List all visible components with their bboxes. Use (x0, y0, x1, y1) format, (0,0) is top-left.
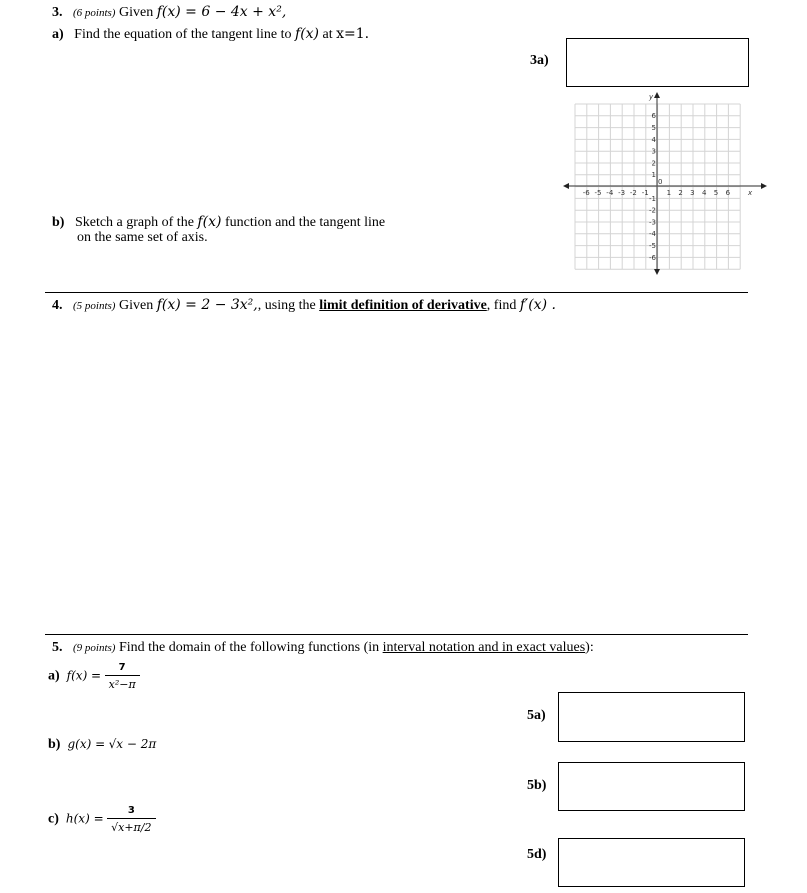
x-tick-label: -4 (606, 189, 614, 197)
answer-5d-label: 5d) (527, 847, 547, 862)
q4-header (52, 297, 556, 314)
x-tick-label: -1 (641, 189, 649, 197)
x-tick-label: -3 (618, 189, 626, 197)
divider (45, 634, 748, 635)
q5a-lhs: f(x) = (66, 668, 102, 683)
q3-number: 3. (52, 5, 63, 20)
q3b-func: f(x) (197, 214, 222, 230)
q4-points: (5 points) (73, 300, 116, 312)
q5b-label: b) (48, 737, 61, 752)
y-tick-label: -2 (649, 206, 656, 215)
x-tick-label: 2 (678, 189, 683, 197)
q5-emphasis: interval notation and in exact values (382, 640, 586, 655)
x-tick-label: 1 (666, 189, 672, 197)
q5-points: (9 points) (73, 642, 116, 654)
x-tick-label: -6 (582, 189, 590, 197)
q3b-text (52, 214, 385, 231)
q3a-func: f(x) (295, 26, 320, 42)
q5a (48, 662, 140, 691)
x-tick-label: -2 (629, 189, 637, 197)
coordinate-grid[interactable] (560, 88, 770, 278)
q5-prompt: Find the domain of the following functions (in (118, 640, 380, 655)
q3a-at: at (322, 27, 333, 42)
y-tick-label: 3 (651, 147, 656, 156)
q3a-label: a) (52, 27, 64, 42)
q3-header (52, 4, 286, 21)
q4-number: 4. (52, 298, 63, 313)
q3-points: (6 points) (73, 7, 116, 19)
q5c-denominator: √x+π/2 (107, 818, 155, 834)
q5b-lhs: g(x) = (67, 737, 106, 751)
q5c-numerator: 3 (127, 805, 135, 816)
q5-header (52, 640, 594, 656)
q3b-prompt2: function and the tangent line (224, 215, 386, 230)
q5c-lhs: h(x) = (65, 811, 104, 826)
q3b-prompt1: Sketch a graph of the (74, 215, 194, 230)
x-tick-label: 6 (725, 189, 731, 197)
divider (45, 292, 748, 293)
answer-5a-label: 5a) (527, 708, 546, 723)
y-tick-label: -4 (649, 230, 656, 239)
q5a-denominator: x²−π (105, 675, 140, 691)
y-tick-label: 2 (651, 159, 656, 168)
q4-method: limit definition of derivative (319, 298, 487, 313)
y-tick-label: -6 (649, 253, 656, 262)
y-tick-label: -1 (649, 194, 656, 203)
answer-5d-box[interactable] (558, 838, 745, 887)
q5b-rhs: √x − 2π (108, 737, 157, 751)
x-axis-label: x (748, 189, 753, 197)
x-tick-label: 3 (690, 189, 695, 197)
y-tick-label: 4 (651, 135, 656, 144)
y-tick-label: -5 (649, 242, 656, 250)
q4-given: Given (118, 298, 154, 313)
x-tick-label: 4 (701, 189, 707, 197)
answer-3a-box[interactable] (566, 38, 749, 87)
q3-given: Given (118, 5, 154, 20)
q4-find: , find (486, 298, 517, 313)
q5b (48, 737, 156, 753)
q4-target: f′(x) . (519, 297, 556, 313)
q3a-x: x=1. (336, 26, 370, 42)
q5c-label: c) (48, 811, 59, 827)
answer-5b-box[interactable] (558, 762, 745, 811)
q4-function: f(x) = 2 − 3x², (156, 297, 258, 313)
y-axis-label: y (649, 93, 654, 101)
y-tick-label: -3 (649, 218, 656, 227)
q5a-numerator: 7 (118, 662, 126, 673)
x-tick-label: 5 (713, 189, 719, 197)
q3-function: f(x) = 6 − 4x + x², (156, 4, 287, 20)
q5a-label: a) (48, 668, 60, 684)
y-tick-label: 6 (651, 112, 656, 121)
y-tick-label: 5 (651, 124, 656, 132)
q5-number: 5. (52, 640, 63, 655)
x-axis-left-arrow (563, 183, 569, 189)
q3a-prompt: Find the equation of the tangent line to (74, 27, 292, 42)
answer-5b-label: 5b) (527, 778, 547, 793)
origin-label: 0 (658, 178, 663, 186)
q4-using: , using the (257, 298, 316, 313)
x-axis-right-arrow (761, 183, 767, 189)
q5a-fraction (105, 662, 140, 691)
y-axis-up-arrow (654, 92, 660, 98)
answer-5a-box[interactable] (558, 692, 745, 742)
y-axis-down-arrow (654, 269, 660, 275)
q3a-text (52, 26, 369, 43)
x-tick-label: -5 (594, 189, 602, 197)
y-tick-label: 1 (651, 171, 656, 180)
q5c (48, 805, 156, 834)
q5-end: ): (585, 640, 594, 655)
q3b-label: b) (52, 215, 65, 230)
q3b-prompt3: on the same set of axis. (77, 230, 208, 245)
answer-3a-label: 3a) (530, 53, 549, 68)
q5c-fraction (107, 805, 155, 834)
